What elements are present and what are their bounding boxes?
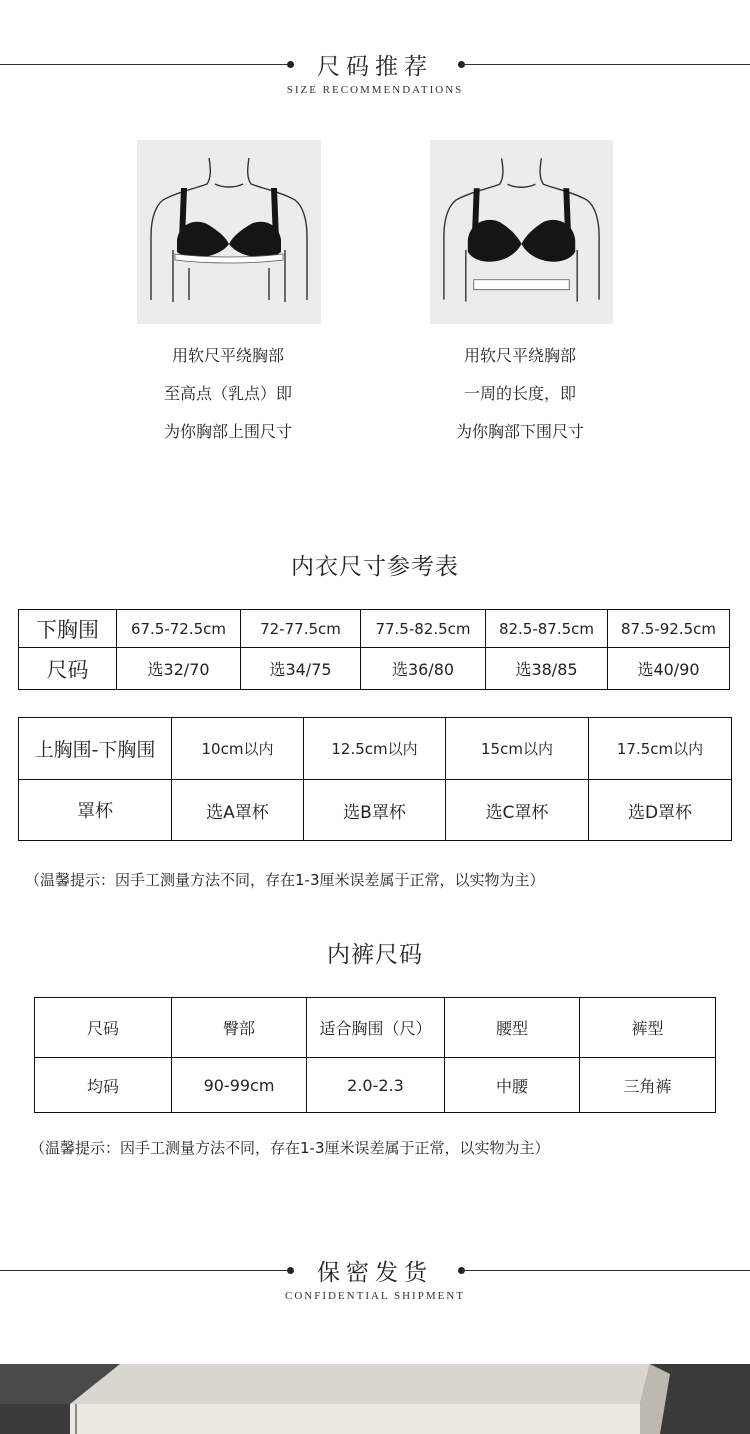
table-cell: 中腰 bbox=[445, 1058, 580, 1113]
size-cell: 选38/85 bbox=[486, 648, 608, 690]
bust-measure-caption bbox=[128, 337, 328, 451]
underbust-label: 下胸围 bbox=[19, 610, 117, 648]
underbust-cell: 72-77.5cm bbox=[241, 610, 361, 648]
bra-size-table bbox=[18, 609, 730, 690]
caption-line: 为你胸部下围尺寸 bbox=[455, 422, 584, 441]
underbust-cell: 67.5-72.5cm bbox=[117, 610, 241, 648]
table-cell: 90-99cm bbox=[172, 1058, 307, 1113]
underbust-measure-icon bbox=[430, 140, 613, 324]
box-icon bbox=[0, 1364, 750, 1434]
measurement-tip: （温馨提示：因手工测量方法不同，存在1-3厘米误差属于正常，以实物为主） bbox=[30, 1139, 550, 1157]
bust-measure-illustration bbox=[137, 140, 321, 324]
shipping-section-title: 保密发货 bbox=[317, 1260, 433, 1286]
size-section-subtitle: SIZE RECOMMENDATIONS bbox=[286, 84, 464, 96]
size-cell: 选32/70 bbox=[117, 648, 241, 690]
size-section-title: 尺码推荐 bbox=[317, 54, 433, 80]
measurement-tip: （温馨提示：因手工测量方法不同，存在1-3厘米误差属于正常，以实物为主） bbox=[25, 871, 545, 889]
table-row bbox=[19, 718, 732, 780]
bust-difference-cell: 12.5cm以内 bbox=[304, 718, 446, 780]
underbust-measure-caption bbox=[420, 337, 620, 451]
panty-size-table bbox=[34, 997, 716, 1113]
cup-cell: 选B罩杯 bbox=[304, 780, 446, 841]
panty-chart-heading: 内裤尺码 bbox=[327, 942, 423, 968]
table-row bbox=[35, 1058, 716, 1113]
bust-measure-icon bbox=[137, 140, 321, 324]
divider-line-right bbox=[462, 1270, 750, 1271]
bra-chart-heading: 内衣尺寸参考表 bbox=[291, 554, 459, 580]
cup-cell: 选C罩杯 bbox=[446, 780, 589, 841]
table-cell: 2.0-2.3 bbox=[307, 1058, 445, 1113]
underbust-measure-illustration bbox=[430, 140, 613, 324]
bust-difference-cell: 17.5cm以内 bbox=[589, 718, 732, 780]
shipping-box-photo bbox=[0, 1364, 750, 1434]
bust-difference-cell: 10cm以内 bbox=[172, 718, 304, 780]
table-cell: 均码 bbox=[35, 1058, 172, 1113]
table-header-cell: 尺码 bbox=[35, 998, 172, 1058]
cup-label: 罩杯 bbox=[19, 780, 172, 841]
table-header-cell: 腰型 bbox=[445, 998, 580, 1058]
size-cell: 选36/80 bbox=[361, 648, 486, 690]
cup-cell: 选D罩杯 bbox=[589, 780, 732, 841]
underbust-cell: 82.5-87.5cm bbox=[486, 610, 608, 648]
size-cell: 选34/75 bbox=[241, 648, 361, 690]
table-row bbox=[19, 648, 730, 690]
table-row bbox=[35, 998, 716, 1058]
cup-size-table bbox=[18, 717, 732, 841]
shipping-section-subtitle: CONFIDENTIAL SHIPMENT bbox=[284, 1290, 465, 1302]
table-row bbox=[19, 780, 732, 841]
table-header-cell: 裤型 bbox=[580, 998, 716, 1058]
size-label: 尺码 bbox=[19, 648, 117, 690]
caption-line: 用软尺平绕胸部 bbox=[171, 346, 284, 365]
bust-difference-cell: 15cm以内 bbox=[446, 718, 589, 780]
divider-line-right bbox=[462, 64, 750, 65]
underbust-cell: 87.5-92.5cm bbox=[608, 610, 730, 648]
cup-cell: 选A罩杯 bbox=[172, 780, 304, 841]
table-header-cell: 适合胸围（尺） bbox=[307, 998, 445, 1058]
caption-line: 为你胸部上围尺寸 bbox=[163, 422, 292, 441]
table-row bbox=[19, 610, 730, 648]
caption-line: 用软尺平绕胸部 bbox=[463, 346, 576, 365]
table-header-cell: 臀部 bbox=[172, 998, 307, 1058]
bust-difference-label: 上胸围-下胸围 bbox=[19, 718, 172, 780]
caption-line: 一周的长度，即 bbox=[463, 384, 576, 403]
underbust-cell: 77.5-82.5cm bbox=[361, 610, 486, 648]
caption-line: 至高点（乳点）即 bbox=[163, 384, 292, 403]
size-cell: 选40/90 bbox=[608, 648, 730, 690]
table-cell: 三角裤 bbox=[580, 1058, 716, 1113]
